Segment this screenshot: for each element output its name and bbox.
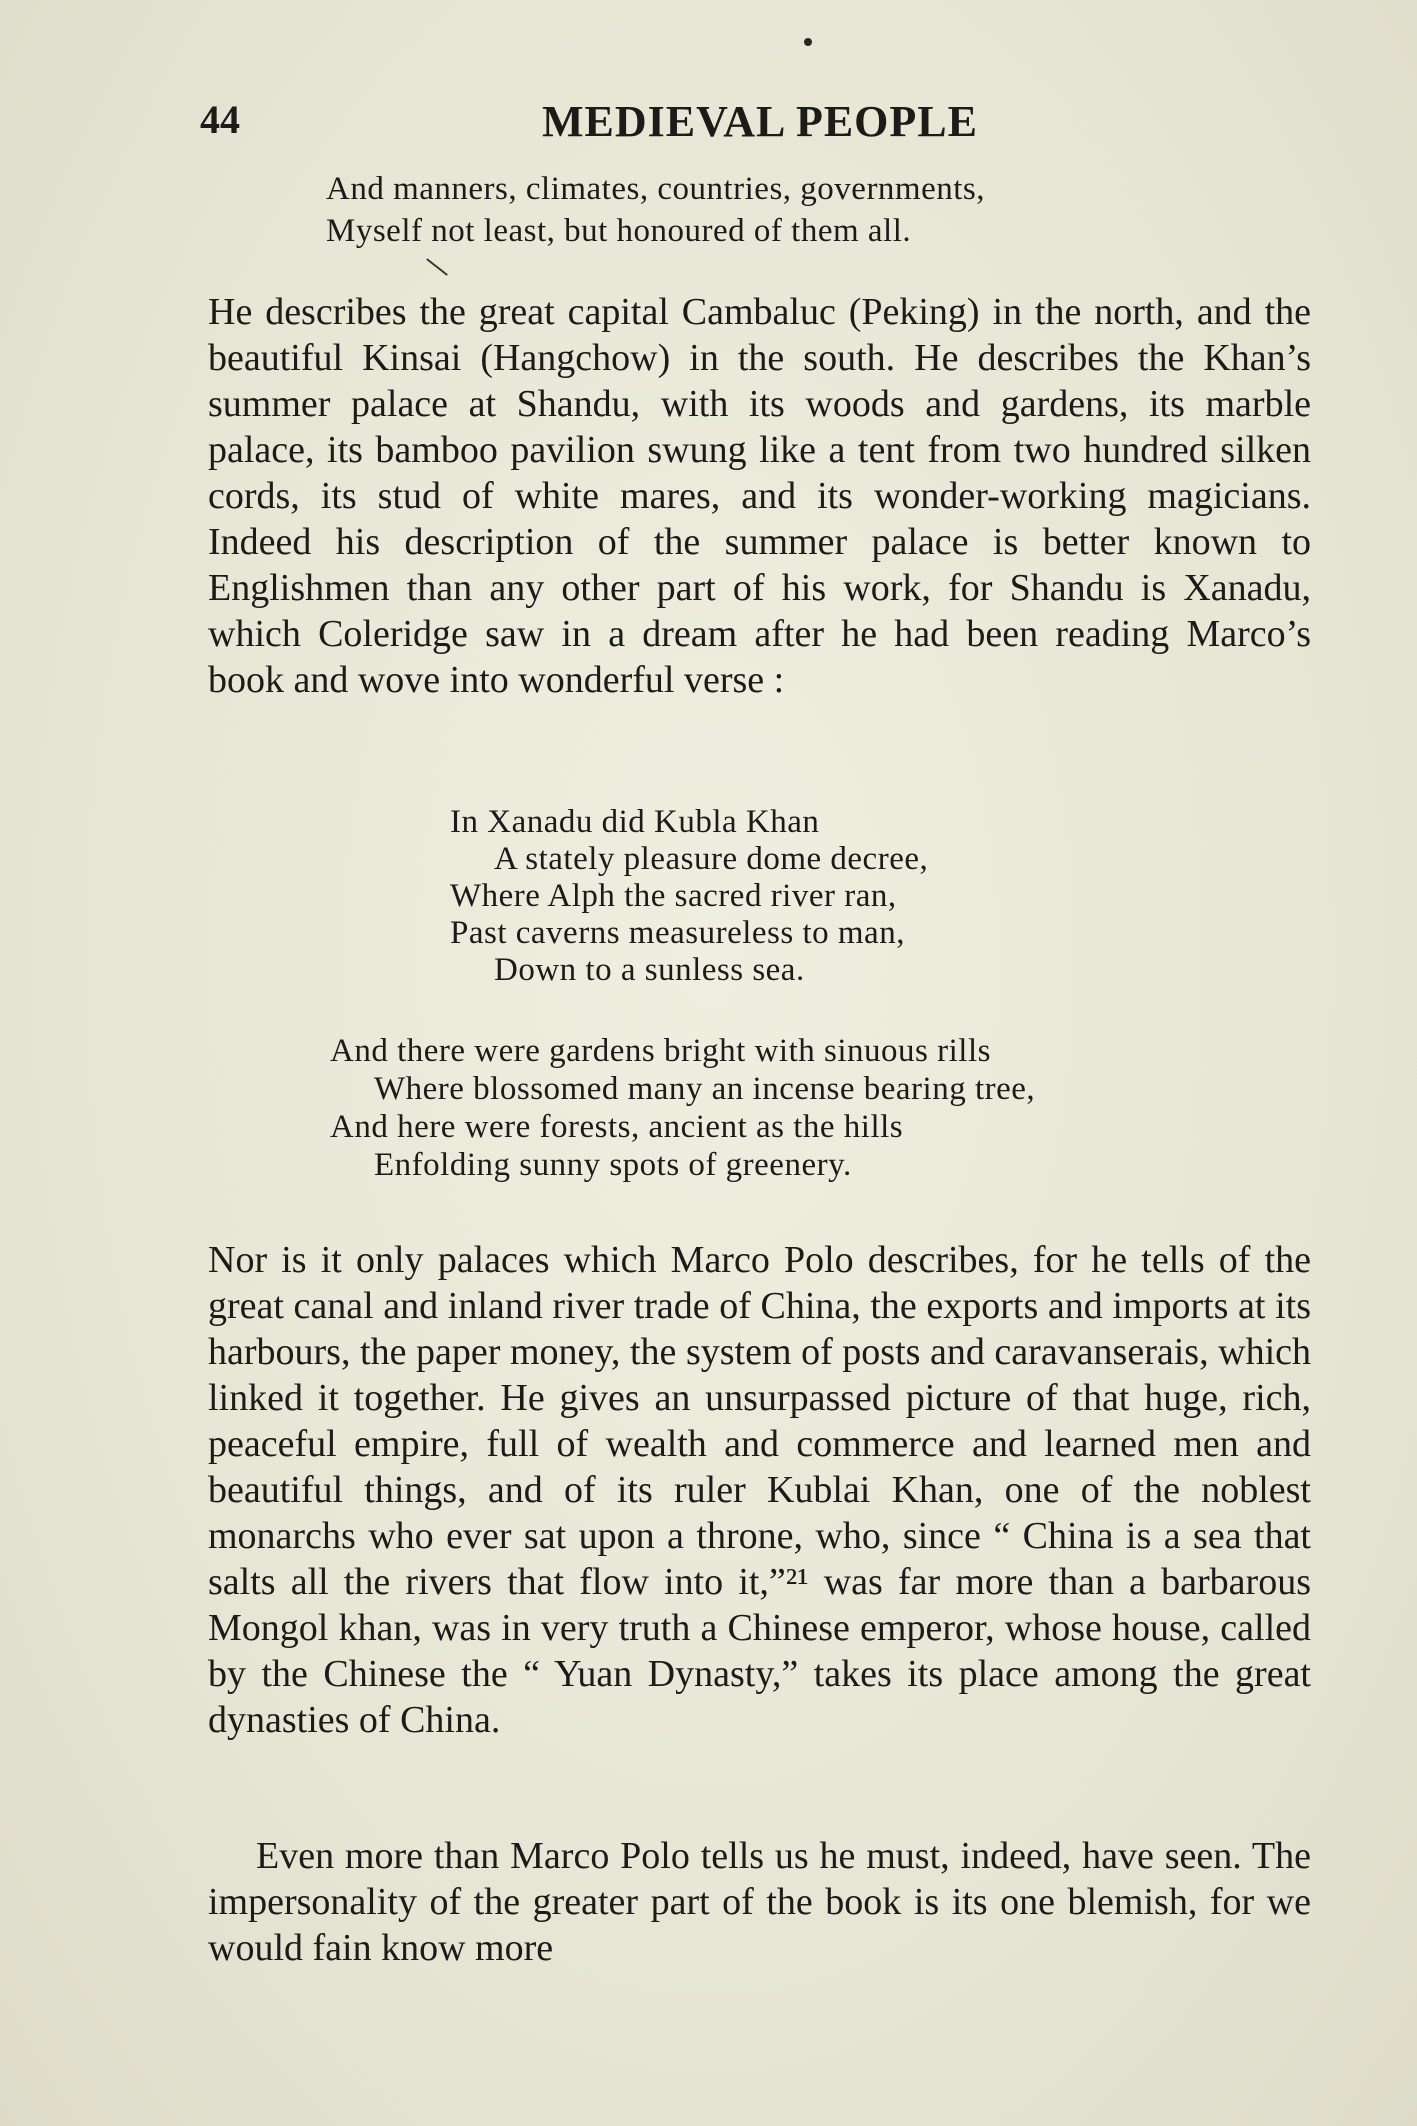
ink-speck	[804, 38, 812, 46]
poem-line: Past caverns measureless to man,	[450, 915, 905, 951]
poem-line: A stately pleasure dome decree,	[494, 841, 929, 877]
poem-stanza-1	[450, 804, 928, 989]
page-header	[200, 96, 1320, 156]
paragraph-2	[208, 1237, 1311, 1743]
paragraph-3	[208, 1833, 1311, 1971]
pencil-mark	[426, 258, 448, 276]
quote-line: Myself not least, but honoured of them all.	[326, 213, 912, 249]
poem-stanza-2	[330, 1032, 1035, 1184]
poem-line: Down to a sunless sea.	[494, 952, 805, 988]
poem-line: Where Alph the sacred river ran,	[450, 878, 897, 914]
paragraph-text: Even more than Marco Polo tells us he must, indeed, have seen. The impersonality of the greater part of the book is its one blemish, for we would fain know more	[208, 1835, 1311, 1969]
poem-line: And there were gardens bright with sinuous rills	[330, 1033, 991, 1069]
poem-line: In Xanadu did Kubla Khan	[450, 804, 820, 840]
opening-quote	[326, 168, 985, 252]
poem-line: And here were forests, ancient as the hills	[330, 1109, 904, 1145]
poem-line: Where blossomed many an incense bearing tree,	[374, 1071, 1036, 1107]
quote-line: And manners, climates, countries, governments,	[326, 171, 986, 207]
poem-line: Enfolding sunny spots of greenery.	[374, 1147, 852, 1183]
running-title: MEDIEVAL PEOPLE	[542, 97, 978, 146]
page-number: 44	[200, 97, 240, 142]
paragraph-text: He describes the great capital Cambaluc (Peking) in the north, and the beautiful Kinsai (Hangchow) in the south. He describes the Khan’s summer palace at Shandu, with its woods and gardens, its marble palace, its bamboo pavilion swung like a tent from two hundred silken cords, its stud of white mares, and its wonder-working magicians. Indeed his description of the summer palace is better known to Englishmen than any other part of his work, for Shandu is Xanadu, which Coleridge saw in a dream after he had been reading Marco’s book and wove into wonderful verse :	[208, 291, 1311, 701]
paragraph-text: Nor is it only palaces which Marco Polo describes, for he tells of the great canal and inland river trade of China, the exports and imports at its harbours, the paper money, the system of posts and caravanserais, which linked it together. He gives an unsurpassed picture of that huge, rich, peaceful empire, full of wealth and commerce and learned men and beautiful things, and of its ruler Kublai Khan, one of the noblest monarchs who ever sat upon a throne, who, since “ China is a sea that salts all the rivers that flow into it,”²¹ was far more than a barbarous Mongol khan, was in very truth a Chinese emperor, whose house, called by the Chinese the “ Yuan Dynasty,” takes its place among the great dynasties of China.	[208, 1239, 1311, 1741]
paragraph-1	[208, 289, 1311, 703]
